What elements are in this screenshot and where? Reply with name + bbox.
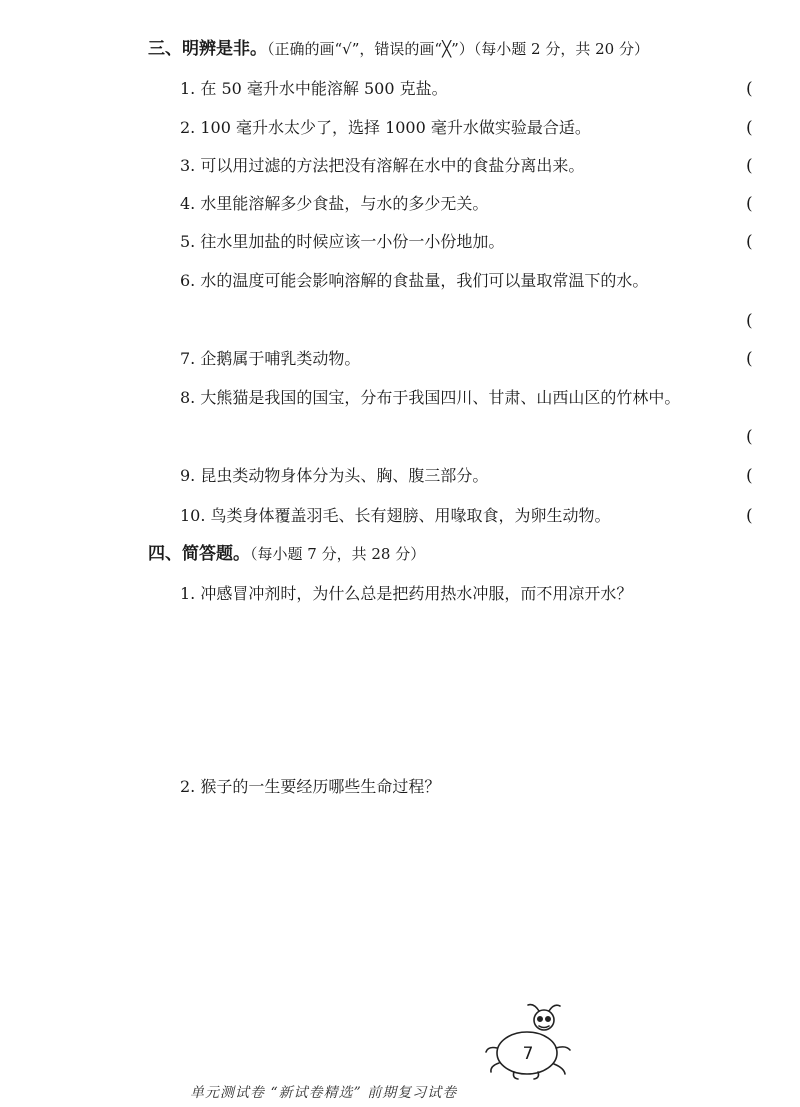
question-item: 10. 鸟类身体覆盖羽毛、长有翅膀、用喙取食，为卵生动物。: [180, 506, 611, 525]
page-number: 7: [522, 1044, 534, 1064]
section-4-note: （每小题 7 分，共 28 分）: [250, 545, 426, 563]
question-item: 2. 猴子的一生要经历哪些生命过程？: [180, 777, 441, 796]
question-item: 1. 冲感冒冲剂时，为什么总是把药用热水冲服，而不用凉开水？: [180, 584, 633, 603]
answer-paren: (: [746, 506, 753, 526]
section-3-title: 三、明辨是非。: [148, 39, 267, 59]
section-4-title: 四、简答题。: [148, 544, 250, 564]
answer-paren: (: [746, 79, 753, 99]
question-item: 9. 昆虫类动物身体分为头、胸、腹三部分。: [180, 466, 489, 485]
question-item: 3. 可以用过滤的方法把没有溶解在水中的食盐分离出来。: [180, 156, 585, 175]
answer-paren: (: [746, 349, 753, 369]
page-number-bug-icon: [482, 1000, 592, 1080]
question-item: 8. 大熊猫是我国的国宝，分布于我国四川、甘肃、山西山区的竹林中。: [180, 388, 681, 407]
answer-paren: (: [746, 156, 753, 176]
answer-paren: (: [746, 118, 753, 138]
question-item: 6. 水的温度可能会影响溶解的食盐量，我们可以量取常温下的水。: [180, 271, 649, 290]
answer-paren: (: [746, 311, 753, 331]
answer-paren: (: [746, 427, 753, 447]
answer-paren: (: [746, 232, 753, 252]
question-item: 7. 企鹅属于哺乳类动物。: [180, 349, 361, 368]
page-footer: 单元测试卷 “新试卷精选” 前期复习试卷: [190, 1085, 458, 1101]
section-3-note: （正确的画“√”，错误的画“╳”）（每小题 2 分，共 20 分）: [267, 40, 649, 58]
question-item: 2. 100 毫升水太少了，选择 1000 毫升水做实验最合适。: [180, 118, 591, 137]
question-item: 4. 水里能溶解多少食盐，与水的多少无关。: [180, 194, 489, 213]
answer-paren: (: [746, 466, 753, 486]
answer-paren: (: [746, 194, 753, 214]
section-3-heading: [148, 38, 649, 60]
question-item: 1. 在 50 毫升水中能溶解 500 克盐。: [180, 79, 448, 98]
section-4-heading: [148, 543, 425, 565]
question-item: 5. 往水里加盐的时候应该一小份一小份地加。: [180, 232, 505, 251]
